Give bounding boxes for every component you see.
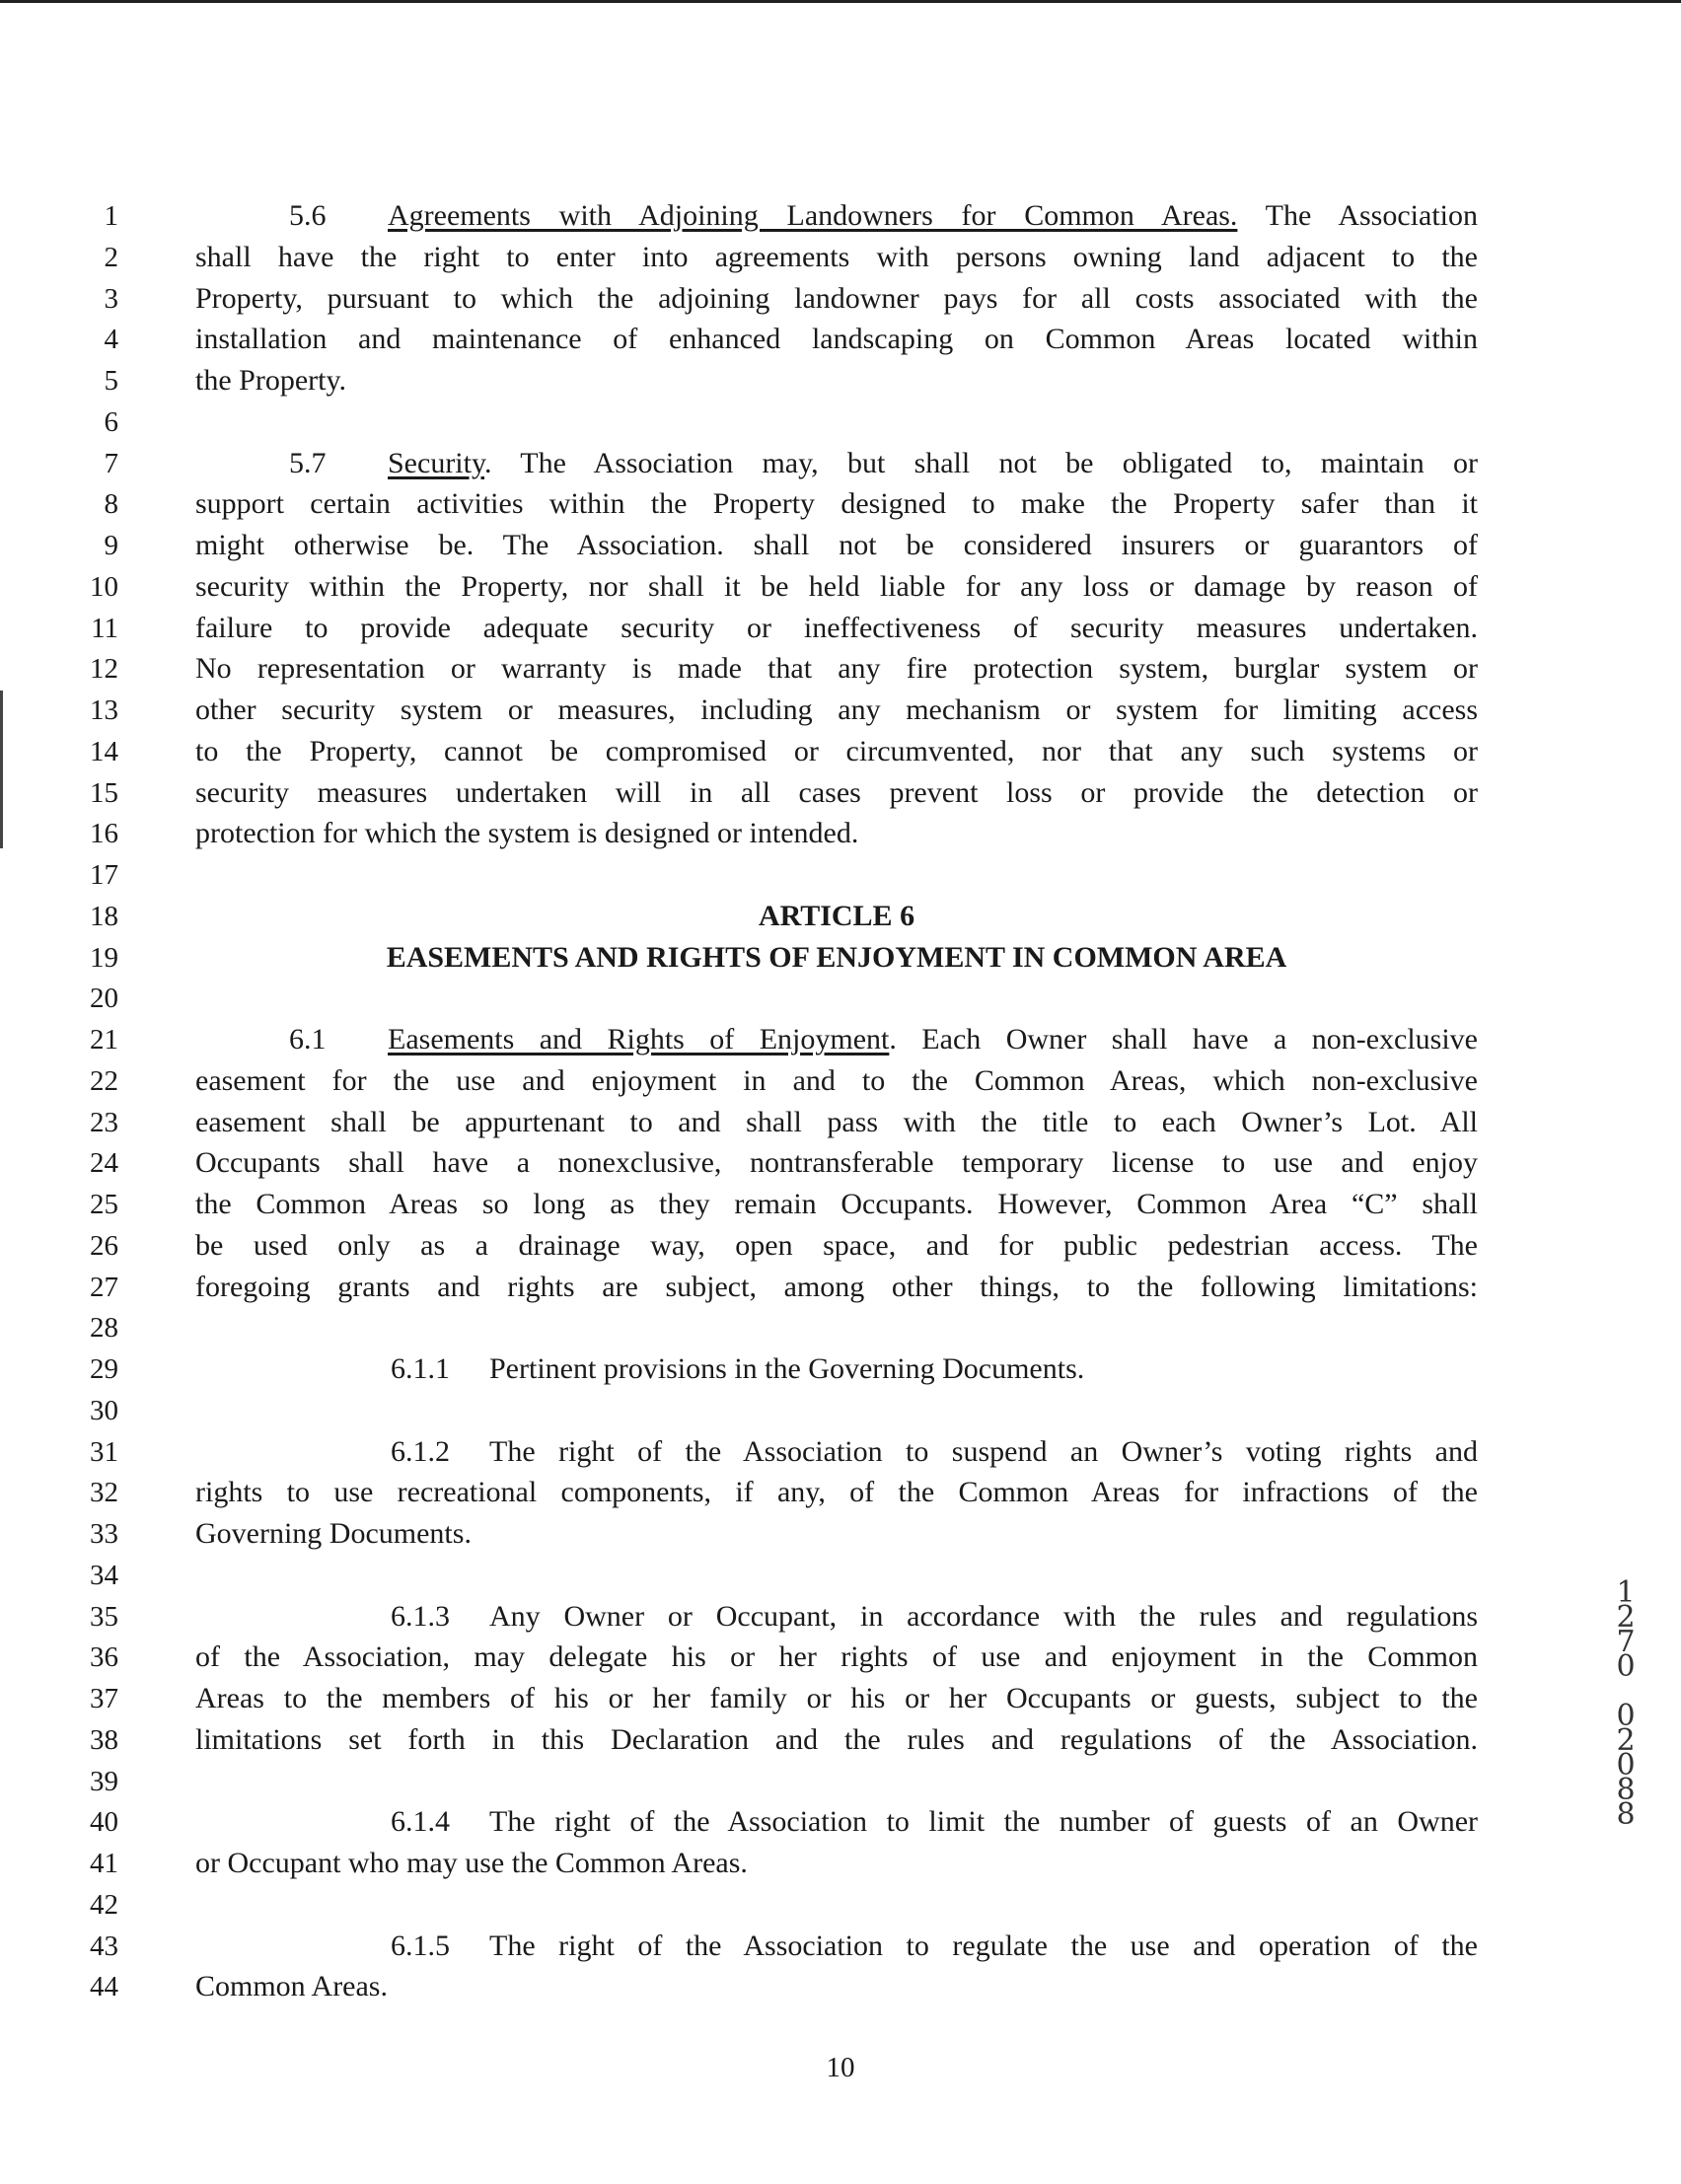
body-text: the Common Areas so long as they remain Occupants. However, Common Area “C” shall xyxy=(195,1188,1478,1220)
body-text: failure to provide adequate security or ineffectiveness of security measures undertaken. xyxy=(195,611,1478,644)
subsection-number: 6.1.4 xyxy=(391,1805,450,1839)
line-number: 20 xyxy=(90,983,118,1015)
line-text xyxy=(391,1926,1478,1967)
body-text: support certain activities within the Property designed to make the Property safer than it xyxy=(195,487,1478,521)
line-number: 12 xyxy=(90,653,118,686)
line-text xyxy=(195,1184,1478,1225)
line-number: 5 xyxy=(104,365,118,397)
document-line xyxy=(0,483,1681,525)
line-text xyxy=(195,1267,1478,1308)
section-title: Easements and Rights of Enjoyment xyxy=(388,1023,890,1056)
document-line xyxy=(0,1513,1681,1555)
line-text xyxy=(195,483,1478,525)
subsection-number: 6.1.3 xyxy=(391,1599,450,1633)
body-text: easement shall be appurtenant to and shall pass with the title to each Owner’s Lot. All xyxy=(195,1105,1478,1138)
line-text xyxy=(195,608,1478,649)
line-number: 26 xyxy=(90,1229,118,1262)
line-number: 42 xyxy=(90,1888,118,1921)
line-text xyxy=(391,1596,1478,1638)
document-line xyxy=(0,1761,1681,1802)
body-text: The right of the Association to limit the number of guests of an Owner xyxy=(489,1805,1478,1839)
body-text: . The Association may, but shall not be obligated to, maintain or xyxy=(484,446,1478,479)
line-number: 24 xyxy=(90,1147,118,1180)
line-number: 13 xyxy=(90,694,118,726)
article-heading: EASEMENTS AND RIGHTS OF ENJOYMENT IN COMMON AREA xyxy=(386,940,1287,974)
document-line xyxy=(0,1019,1681,1060)
line-number: 35 xyxy=(90,1600,118,1633)
document-line xyxy=(0,896,1681,937)
line-text xyxy=(391,1801,1478,1843)
body-text: security within the Property, nor shall it be held liable for any loss or damage by reason of xyxy=(195,569,1478,603)
line-text xyxy=(195,813,1478,854)
document-line xyxy=(0,1926,1681,1967)
document-line xyxy=(0,237,1681,278)
document-line xyxy=(0,1225,1681,1267)
line-text xyxy=(195,278,1478,320)
document-line xyxy=(0,1596,1681,1638)
body-text: The Association xyxy=(1237,199,1478,232)
document-line xyxy=(0,1184,1681,1225)
document-line xyxy=(0,1966,1681,2007)
article-heading: ARTICLE 6 xyxy=(758,899,915,932)
body-text: The right of the Association to regulate the use and operation of the xyxy=(489,1929,1478,1962)
body-text: The right of the Association to suspend an Owner’s voting rights and xyxy=(489,1434,1478,1468)
body-text: Pertinent provisions in the Governing Documents. xyxy=(489,1352,1085,1385)
body-text: might otherwise be. The Association. shall not be considered insurers or guarantors of xyxy=(195,529,1478,561)
body-text: installation and maintenance of enhanced landscaping on Common Areas located within xyxy=(195,323,1478,356)
line-number: 23 xyxy=(90,1106,118,1138)
document-line xyxy=(0,1060,1681,1102)
line-number: 17 xyxy=(90,859,118,891)
body-text: Governing Documents. xyxy=(195,1517,472,1550)
body-text: Areas to the members of his or her family or his or her Occupants or guests, subject to the xyxy=(195,1682,1478,1714)
line-text xyxy=(195,1102,1478,1143)
document-line xyxy=(0,608,1681,649)
line-number: 9 xyxy=(104,530,118,561)
document-line xyxy=(0,1390,1681,1431)
line-number: 41 xyxy=(90,1848,118,1879)
line-number: 28 xyxy=(90,1312,118,1345)
line-text xyxy=(391,1348,1478,1390)
document-line xyxy=(0,1555,1681,1596)
line-text xyxy=(195,1637,1478,1678)
line-text xyxy=(195,525,1478,566)
line-number: 43 xyxy=(90,1929,118,1962)
line-number: 36 xyxy=(90,1641,118,1674)
body-text: Property, pursuant to which the adjoining landowner pays for all costs associated with the xyxy=(195,281,1478,315)
document-line xyxy=(0,1307,1681,1348)
line-text xyxy=(195,1060,1478,1102)
body-text: Occupants shall have a nonexclusive, nontransferable temporary license to use and enjoy xyxy=(195,1146,1478,1180)
document-line xyxy=(0,937,1681,979)
body-text: limitations set forth in this Declaration and the rules and regulations of the Association. xyxy=(195,1722,1478,1756)
line-text xyxy=(195,1719,1478,1761)
line-text xyxy=(195,648,1478,690)
document-line xyxy=(0,978,1681,1019)
section-number: 5.7 xyxy=(289,446,327,479)
line-text xyxy=(391,1431,1478,1473)
document-line xyxy=(0,854,1681,896)
line-number: 10 xyxy=(90,570,118,603)
line-number: 34 xyxy=(90,1559,118,1591)
section-number: 6.1 xyxy=(289,1023,327,1056)
line-number: 33 xyxy=(90,1518,118,1550)
body-text: to the Property, cannot be compromised or circumvented, nor that any such systems or xyxy=(195,734,1478,767)
line-number: 27 xyxy=(90,1271,118,1303)
body-text: Any Owner or Occupant, in accordance with the rules and regulations xyxy=(489,1599,1478,1633)
document-line xyxy=(0,813,1681,854)
line-number: 8 xyxy=(104,488,118,521)
line-text xyxy=(289,1019,1478,1060)
document-line xyxy=(0,1142,1681,1184)
body-text: Common Areas. xyxy=(195,1970,388,2003)
line-number: 29 xyxy=(90,1353,118,1385)
document-line xyxy=(0,1678,1681,1719)
line-number: 39 xyxy=(90,1765,118,1797)
line-text xyxy=(289,443,1478,484)
line-number: 37 xyxy=(90,1683,118,1714)
line-text xyxy=(195,1843,1478,1884)
line-number: 15 xyxy=(90,776,118,809)
document-line xyxy=(0,195,1681,237)
body-text: the Property. xyxy=(195,364,347,397)
line-number: 4 xyxy=(104,324,118,356)
line-number: 38 xyxy=(90,1723,118,1756)
line-number: 19 xyxy=(90,941,118,974)
line-text xyxy=(195,731,1478,772)
document-line xyxy=(0,1102,1681,1143)
line-number: 22 xyxy=(90,1064,118,1097)
document-line xyxy=(0,648,1681,690)
body-text: foregoing grants and rights are subject, among other things, to the following limitations: xyxy=(195,1270,1478,1303)
document-line xyxy=(0,1843,1681,1884)
document-line xyxy=(0,1348,1681,1390)
scan-border-top xyxy=(0,0,1681,3)
document-line xyxy=(0,1267,1681,1308)
line-text xyxy=(195,237,1478,278)
section-title: Security xyxy=(388,446,485,479)
document-line xyxy=(0,1472,1681,1513)
document-line xyxy=(0,566,1681,608)
subsection-number: 6.1.5 xyxy=(391,1929,450,1962)
line-number: 2 xyxy=(104,241,118,273)
body-text: other security system or measures, including any mechanism or system for limiting access xyxy=(195,693,1478,726)
line-number: 31 xyxy=(90,1435,118,1468)
document-line xyxy=(0,319,1681,360)
section-number: 5.6 xyxy=(289,199,327,232)
recording-stamp: 1 2 7 0 0 2 0 8 8 xyxy=(1616,1575,1636,1832)
line-number: 21 xyxy=(90,1024,118,1056)
line-text xyxy=(195,1678,1478,1719)
section-title: Agreements with Adjoining Landowners for Common Areas. xyxy=(388,199,1238,232)
document-line xyxy=(0,1801,1681,1843)
body-text: easement for the use and enjoyment in and to the Common Areas, which non-exclusive xyxy=(195,1063,1478,1097)
subsection-number: 6.1.1 xyxy=(391,1352,450,1385)
body-text: rights to use recreational components, if any, of the Common Areas for infractions of the xyxy=(195,1476,1478,1509)
line-number: 7 xyxy=(104,447,118,479)
document-line xyxy=(0,1637,1681,1678)
body-text: shall have the right to enter into agreements with persons owning land adjacent to the xyxy=(195,240,1478,273)
document-line xyxy=(0,772,1681,814)
body-text: security measures undertaken will in all cases prevent loss or provide the detection or xyxy=(195,775,1478,809)
subsection-number: 6.1.2 xyxy=(391,1434,450,1468)
line-number: 18 xyxy=(90,900,118,932)
line-number: 30 xyxy=(90,1394,118,1426)
line-number: 32 xyxy=(90,1477,118,1509)
line-number: 3 xyxy=(104,282,118,315)
line-text xyxy=(195,690,1478,731)
line-number: 1 xyxy=(104,200,118,232)
body-text: or Occupant who may use the Common Areas. xyxy=(195,1847,748,1879)
body-text: No representation or warranty is made that any fire protection system, burglar system or xyxy=(195,652,1478,686)
document-line xyxy=(0,401,1681,443)
body-text: be used only as a drainage way, open space, and for public pedestrian access. The xyxy=(195,1228,1478,1262)
line-number: 16 xyxy=(90,818,118,850)
line-text xyxy=(195,319,1478,360)
line-text xyxy=(195,1966,1478,2007)
line-text xyxy=(289,195,1478,237)
page-number: 10 xyxy=(826,2052,855,2083)
document-line xyxy=(0,1884,1681,1926)
line-text xyxy=(195,1142,1478,1184)
line-text xyxy=(195,772,1478,814)
body-text: protection for which the system is designed or intended. xyxy=(195,817,859,850)
document-line xyxy=(0,360,1681,401)
line-number: 6 xyxy=(104,405,118,438)
line-number: 40 xyxy=(90,1806,118,1839)
line-text xyxy=(195,566,1478,608)
document-line xyxy=(0,278,1681,320)
line-text xyxy=(195,360,1478,401)
line-number: 11 xyxy=(91,612,118,644)
line-text xyxy=(195,1472,1478,1513)
document-line xyxy=(0,731,1681,772)
document-line xyxy=(0,690,1681,731)
line-text xyxy=(195,1513,1478,1555)
line-text xyxy=(195,1225,1478,1267)
document-line xyxy=(0,1431,1681,1473)
document-line xyxy=(0,1719,1681,1761)
body-text: . Each Owner shall have a non-exclusive xyxy=(889,1023,1478,1056)
document-line xyxy=(0,525,1681,566)
document-line xyxy=(0,443,1681,484)
line-number: 14 xyxy=(90,735,118,767)
line-number: 44 xyxy=(90,1971,118,2003)
line-number: 25 xyxy=(90,1189,118,1220)
body-text: of the Association, may delegate his or her rights of use and enjoyment in the Common xyxy=(195,1640,1478,1674)
